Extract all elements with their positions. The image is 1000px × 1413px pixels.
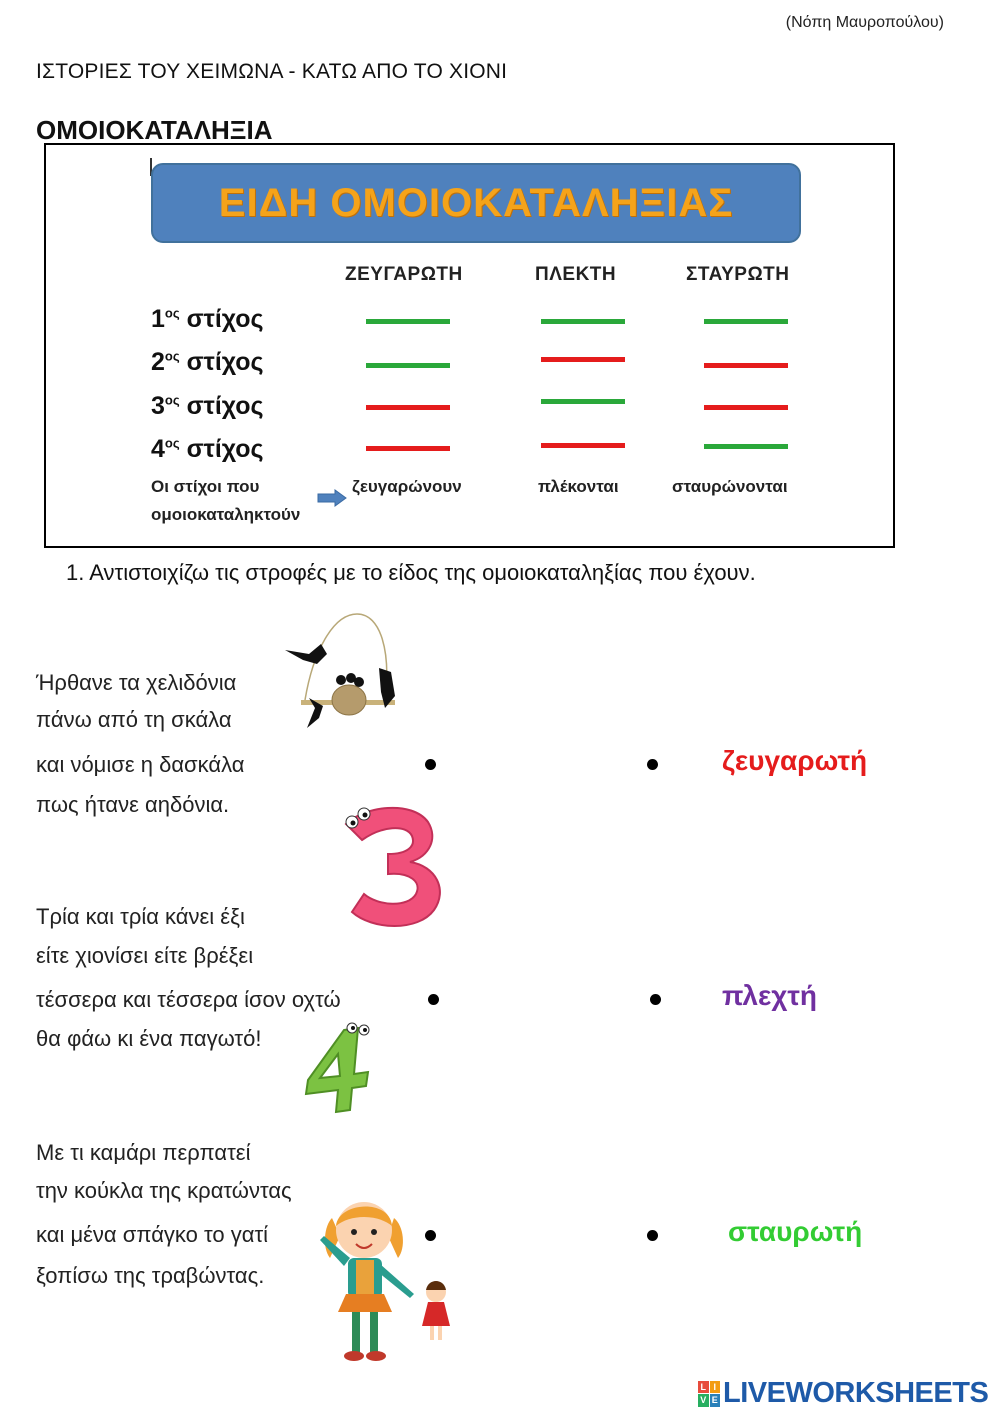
swallows-nest-icon: [283, 612, 403, 734]
row-label-verse-3: $3^{o\varsigma}$ στίχος: [151, 392, 264, 420]
figure-banner: [151, 163, 801, 243]
column-header-paired: ΖΕΥΓΑΡΩΤΗ: [345, 264, 463, 285]
rhyme-line-r1-paired: [366, 319, 450, 324]
watermark-text: LIVEWORKSHEETS: [723, 1377, 989, 1409]
footer-value-crossed: σταυρώνονται: [672, 477, 788, 496]
answer-paired: ζευγαρωτή: [722, 745, 868, 776]
liveworksheets-logo-icon: L I V E: [698, 1381, 720, 1407]
column-header-braided: ΠΛΕΚΤΗ: [535, 264, 617, 285]
rhyme-line-r1-crossed: [704, 319, 788, 324]
match-dot-right-1[interactable]: [647, 759, 658, 770]
poem-line: Ήρθανε τα χελιδόνια: [36, 670, 237, 695]
poem-line: πάνω από τη σκάλα: [36, 707, 232, 732]
poem-line: και μένα σπάγκο το γατί: [36, 1222, 269, 1247]
poem-line: ξοπίσω της τραβώντας.: [36, 1263, 265, 1288]
exercise-instruction: 1. Αντιστοιχίζω τις στροφές με το είδος της ομοιοκαταληξίας που έχουν.: [66, 560, 756, 585]
rhyme-line-r3-paired: [366, 405, 450, 410]
footer-label-line1: Οι στίχοι που: [151, 477, 260, 496]
poem-line: και νόμισε η δασκάλα: [36, 752, 245, 777]
row-label-verse-2: $2^{o\varsigma}$ στίχος: [151, 348, 264, 376]
match-dot-right-2[interactable]: [650, 994, 661, 1005]
author-credit: (Νόπη Μαυροπούλου): [785, 14, 944, 31]
section-title: ΟΜΟΙΟΚΑΤΑΛΗΞΙΑ: [36, 115, 273, 145]
rhyme-line-r2-braided: [541, 357, 625, 362]
poem-line: Με τι καμάρι περπατεί: [36, 1140, 251, 1165]
arrow-right-icon: [317, 489, 347, 507]
footer-label-line2: ομοιοκαταληκτούν: [151, 505, 301, 524]
series-title: ΙΣΤΟΡΙΕΣ ΤΟΥ ΧΕΙΜΩΝΑ - ΚΑΤΩ ΑΠΟ ΤΟ ΧΙΟΝΙ: [36, 60, 508, 83]
poem-line: είτε χιονίσει είτε βρέξει: [36, 943, 254, 968]
answer-crossed: σταυρωτή: [728, 1216, 863, 1247]
poem-line: πως ήτανε αηδόνια.: [36, 792, 230, 817]
match-dot-right-3[interactable]: [647, 1230, 658, 1241]
row-label-verse-1: $1^{o\varsigma}$ στίχος: [151, 305, 264, 333]
answer-braided: πλεχτή: [722, 980, 817, 1011]
row-label-verse-4: $4^{o\varsigma}$ στίχος: [151, 435, 264, 463]
rhyme-line-r2-crossed: [704, 363, 788, 368]
rhyme-line-r3-braided: [541, 399, 625, 404]
rhyme-line-r4-braided: [541, 443, 625, 448]
match-dot-left-3[interactable]: [425, 1230, 436, 1241]
column-header-crossed: ΣΤΑΥΡΩΤΗ: [686, 264, 790, 285]
rhyme-line-r4-paired: [366, 446, 450, 451]
poem-line: θα φάω κι ένα παγωτό!: [36, 1026, 262, 1051]
poem-line: Τρία και τρία κάνει έξι: [36, 904, 245, 929]
rhyme-line-r3-crossed: [704, 405, 788, 410]
number-four-icon: [300, 1018, 380, 1116]
girl-with-doll-icon: [318, 1196, 463, 1372]
match-dot-left-2[interactable]: [428, 994, 439, 1005]
number-three-icon: [334, 800, 449, 932]
poem-line: τέσσερα και τέσσερα ίσον οχτώ: [36, 987, 341, 1012]
match-dot-left-1[interactable]: [425, 759, 436, 770]
liveworksheets-watermark: [698, 1377, 988, 1410]
rhyme-line-r1-braided: [541, 319, 625, 324]
poem-line: την κούκλα της κρατώντας: [36, 1178, 292, 1203]
footer-value-paired: ζευγαρώνουν: [352, 477, 462, 496]
banner-title: ΕΙΔΗ ΟΜΟΙΟΚΑΤΑΛΗΞΙΑΣ: [218, 180, 734, 225]
rhyme-line-r2-paired: [366, 363, 450, 368]
footer-value-braided: πλέκονται: [538, 477, 619, 496]
rhyme-line-r4-crossed: [704, 444, 788, 449]
